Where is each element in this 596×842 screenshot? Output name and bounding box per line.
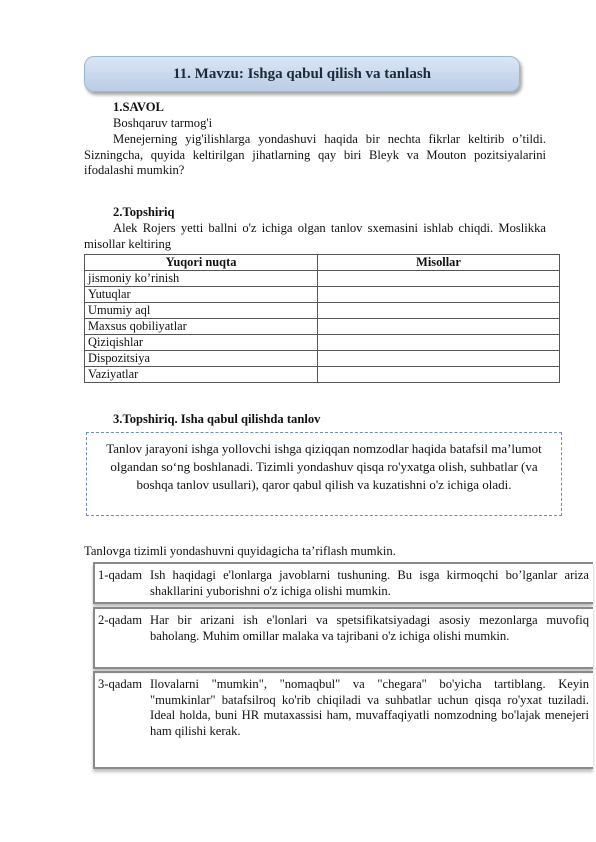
- criterion-cell: Vaziyatlar: [85, 367, 318, 383]
- criterion-cell: Maxsus qobiliyatlar: [85, 319, 318, 335]
- task-2-text: Alek Rojers yetti ballni o'z ichiga olgan tanlov sxemasini ishlab chiqdi. Moslikka misollar keltiring: [84, 221, 546, 251]
- task-2-heading: 2.Topshiriq: [113, 205, 175, 219]
- selection-description-text: Tanlov jarayoni ishga yollovchi ishga qiziqqan nomzodlar haqida batafsil ma’lumot olgandan so‘ng boshlanadi. Tizimli yondashuv qisqa ro'yxatga olish, suhbatlar (va boshqa tanlov usullari), qaror qabul qilish va kuzatishni o'z ichiga oladi.: [106, 441, 542, 492]
- example-cell[interactable]: [318, 303, 560, 319]
- example-cell[interactable]: [318, 335, 560, 351]
- table-row: [85, 303, 560, 319]
- table-header-row: [85, 255, 560, 271]
- step-2-box: [93, 607, 593, 669]
- task-3-heading: 3.Topshiriq. Isha qabul qilishda tanlov: [113, 412, 321, 426]
- column-header-point: Yuqori nuqta: [85, 255, 318, 271]
- step-1-label: 1-qadam: [98, 568, 143, 582]
- step-2-label: 2-qadam: [98, 613, 143, 627]
- step-1-text: Ish haqidagi e'lonlarga javoblarni tushuning. Bu isga kirmoqchi bo’lganlar ariza shakllarini yuborishni o'z ichiga olishi mumkin.: [150, 568, 589, 598]
- table-row: [85, 335, 560, 351]
- systematic-approach-intro: Tanlovga tizimli yondashuvni quyidagicha ta’riflash mumkin.: [84, 544, 396, 558]
- example-cell[interactable]: [318, 367, 560, 383]
- selection-description-box: [86, 432, 562, 516]
- example-cell[interactable]: [318, 271, 560, 287]
- criterion-cell: Yutuqlar: [85, 287, 318, 303]
- example-cell[interactable]: [318, 287, 560, 303]
- criterion-cell: jismoniy ko’rinish: [85, 271, 318, 287]
- example-cell[interactable]: [318, 319, 560, 335]
- step-3-box: [93, 671, 593, 769]
- table-row: [85, 287, 560, 303]
- topic-title-banner: [84, 56, 520, 92]
- question-1-text: Menejerning yig'ilishlarga yondashuvi haqida bir nechta fikrlar keltirib o’tildi. Sizningcha, quyida keltirilgan jihatlarning qay biri Bleyk va Mouton pozitsiyalarini ifodalashi mumkin?: [84, 132, 546, 178]
- question-1-heading: 1.SAVOL: [113, 100, 164, 114]
- criterion-cell: Dispozitsiya: [85, 351, 318, 367]
- table-row: [85, 367, 560, 383]
- step-3-label: 3-qadam: [98, 677, 143, 691]
- selection-criteria-table: [84, 254, 560, 383]
- criterion-cell: Qiziqishlar: [85, 335, 318, 351]
- table-row: [85, 351, 560, 367]
- table-row: [85, 319, 560, 335]
- column-header-examples: Misollar: [318, 255, 560, 271]
- topic-title: 11. Mavzu: Ishga qabul qilish va tanlash: [173, 65, 431, 82]
- step-2-text: Har bir arizani ish e'lonlari va spetsifikatsiyadagi asosiy mezonlarga muvofiq baholang. Muhim omillar malaka va tajribani o'z ichiga olishi mumkin.: [150, 613, 589, 643]
- step-1-box: [93, 562, 593, 604]
- criterion-cell: Umumiy aql: [85, 303, 318, 319]
- step-3-text: Ilovalarni "mumkin", "nomaqbul" va "chegara" bo'yicha tartiblang. Keyin "mumkinlar" batafsilroq ko'rib chiqiladi va suhbatlar uchun qisqa ro'yxat tuziladi. Ideal holda, buni HR mutaxassisi ham, muvaffaqiyatli nomzodning bo'lajak menejeri ham qilishi kerak.: [150, 677, 589, 738]
- example-cell[interactable]: [318, 351, 560, 367]
- table-row: [85, 271, 560, 287]
- question-1-subtitle: Boshqaruv tarmog'i: [113, 116, 213, 130]
